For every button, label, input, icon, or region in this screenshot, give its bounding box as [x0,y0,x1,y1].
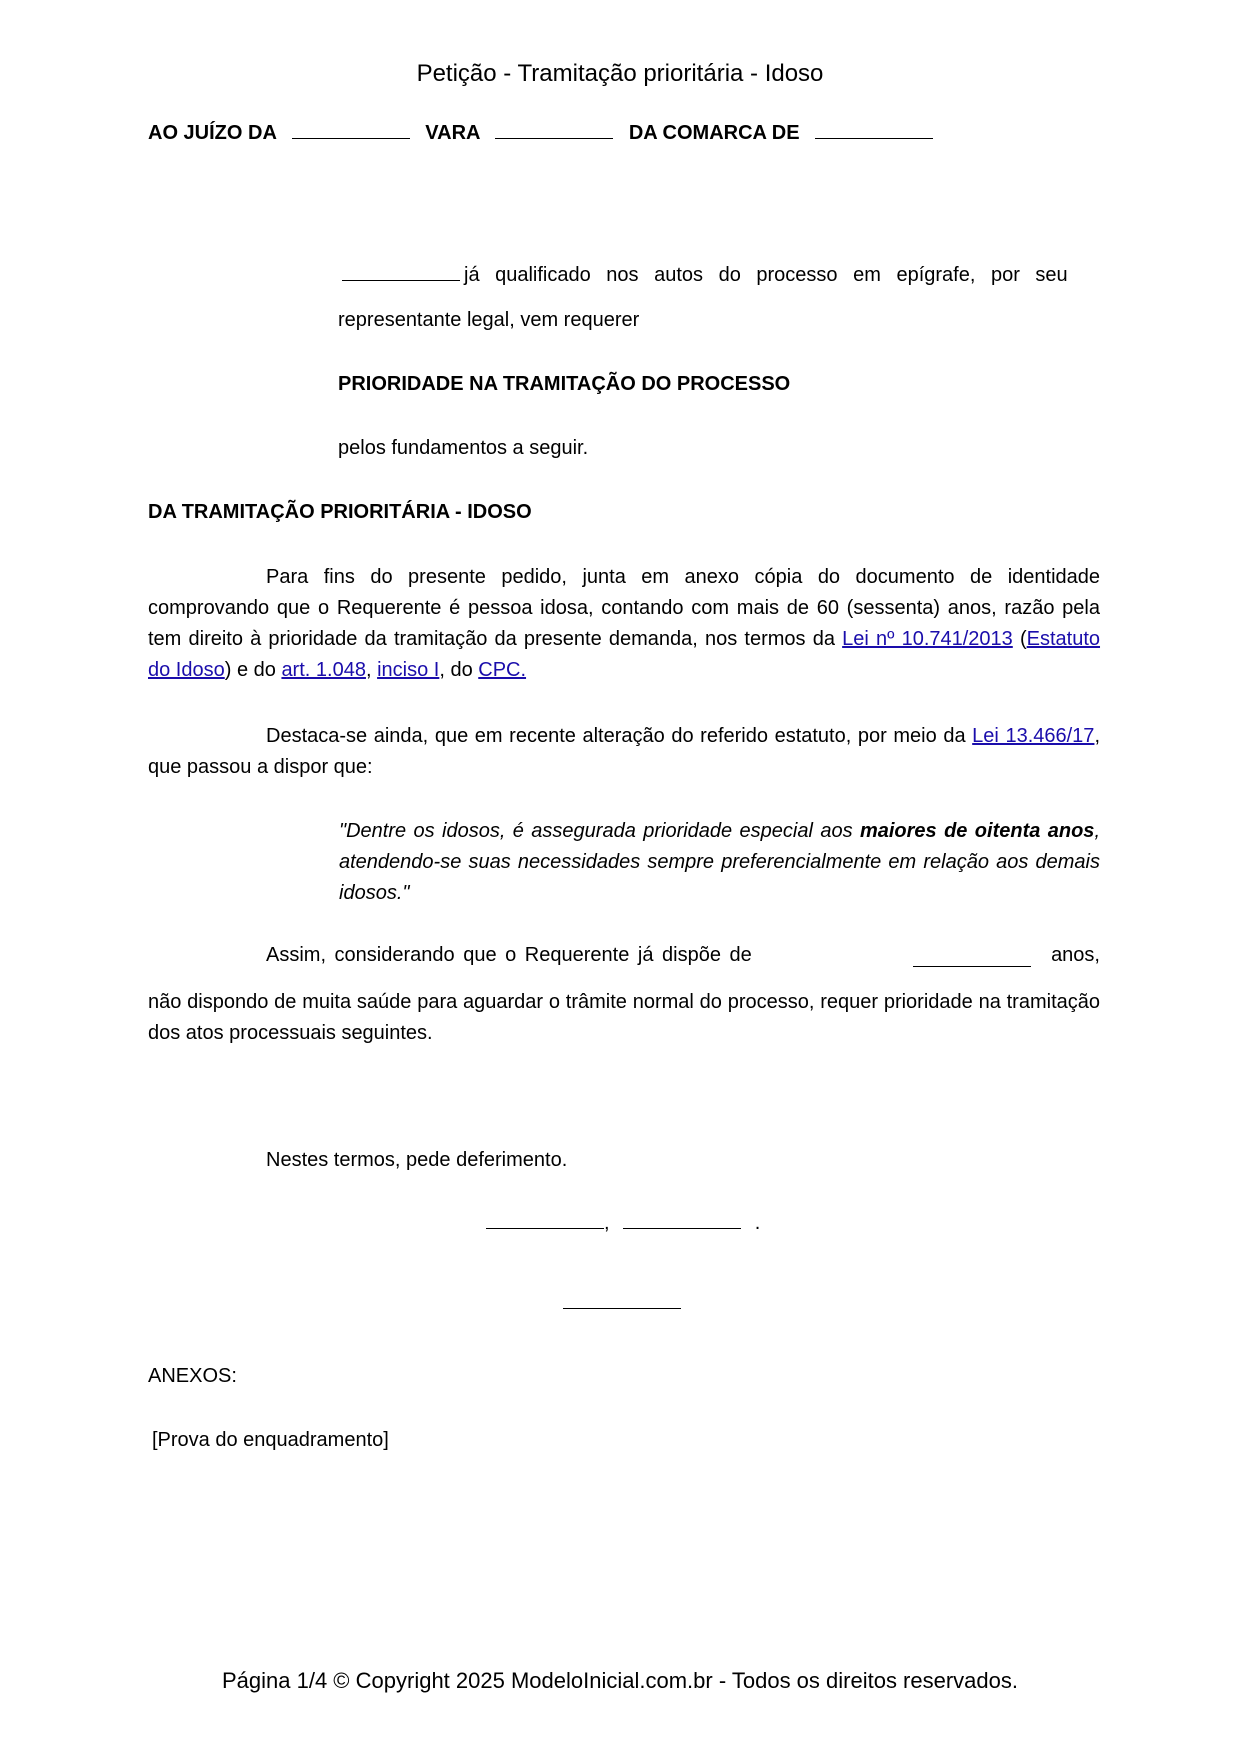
address-part2: VARA [425,122,480,144]
intro-text-1: já qualificado nos autos do processo em epígrafe, por seu [464,264,1068,286]
paragraph-3-line-1 [266,944,1100,967]
article-link[interactable]: art. 1.048 [281,659,366,681]
court-address [148,122,933,145]
separator: , [604,1212,610,1234]
paragraph-2-text: , que passou a dispor que: [148,725,1100,778]
address-part1: AO JUÍZO DA [148,122,277,144]
paragraph-2-text: Destaca-se ainda, que em recente alteração do referido estatuto, por meio da [266,725,973,747]
inciso-link[interactable]: inciso I [377,659,440,681]
paragraph-1-text: ( [1012,628,1027,650]
paragraph-1-text: Para fins do presente pedido, junta em anexo cópia do documento de identidade comprovando que o Requerente é pessoa idosa, contando com mais de 60 (sessenta) anos, razão pela tem direito à prioridade da tramitação da presente demanda, nos termos da [148,566,1100,650]
address-part3: DA COMARCA DE [628,122,800,144]
page-footer: Página 1/4 © Copyright 2025 ModeloInicial.com.br - Todos os direitos reservados. [222,1668,1018,1693]
paragraph-3-text: anos, [1051,944,1100,966]
annexes-title: ANEXOS: [148,1365,237,1387]
paragraph-1 [148,562,1100,686]
blank-field [486,1228,604,1229]
legal-quote [339,816,1100,909]
paragraph-3-text: não dispondo de muita saúde para aguardar o trâmite normal do processo, requer prioridade na tramitação dos atos processuais seguintes. [148,991,1100,1044]
closing-text: Nestes termos, pede deferimento. [266,1149,568,1171]
page-header-title: Petição - Tramitação prioritária - Idoso [416,60,824,87]
request-title: PRIORIDADE NA TRAMITAÇÃO DO PROCESSO [338,373,791,395]
separator: . [754,1212,761,1234]
intro-text-2: representante legal, vem requerer [338,309,640,331]
quote-emphasis: maiores de oitenta anos [859,820,1095,842]
quote-text: , atendendo-se suas necessidades sempre preferencialmente em relação aos demais idosos." [339,820,1100,904]
blank-field [913,966,1031,967]
quote-text: "Dentre os idosos, é assegurada prioridade especial aos [339,820,860,842]
statute-link[interactable]: Estatuto do Idoso [148,628,1101,681]
paragraph-2 [148,721,1100,783]
paragraph-1-text: , [365,659,378,681]
law-link-10741[interactable]: Lei nº 10.741/2013 [842,628,1013,650]
intro-text-3: pelos fundamentos a seguir. [338,437,589,459]
section-title: DA TRAMITAÇÃO PRIORITÁRIA - IDOSO [148,501,532,523]
blank-field [342,280,460,281]
intro-line-1 [340,264,1100,287]
blank-field [815,138,933,139]
paragraph-1-text: , do [439,659,479,681]
annex-item: [Prova do enquadramento] [152,1429,389,1451]
cpc-link[interactable]: CPC. [478,659,527,681]
blank-field [292,138,410,139]
blank-field [495,138,613,139]
signature-line [563,1308,681,1309]
blank-field [623,1228,741,1229]
paragraph-1-text: ) e do [224,659,282,681]
law-link-13466[interactable]: Lei 13.466/17 [972,725,1095,747]
place-date-line [486,1212,760,1235]
paragraph-3-text: Assim, considerando que o Requerente já dispõe de [266,944,752,966]
